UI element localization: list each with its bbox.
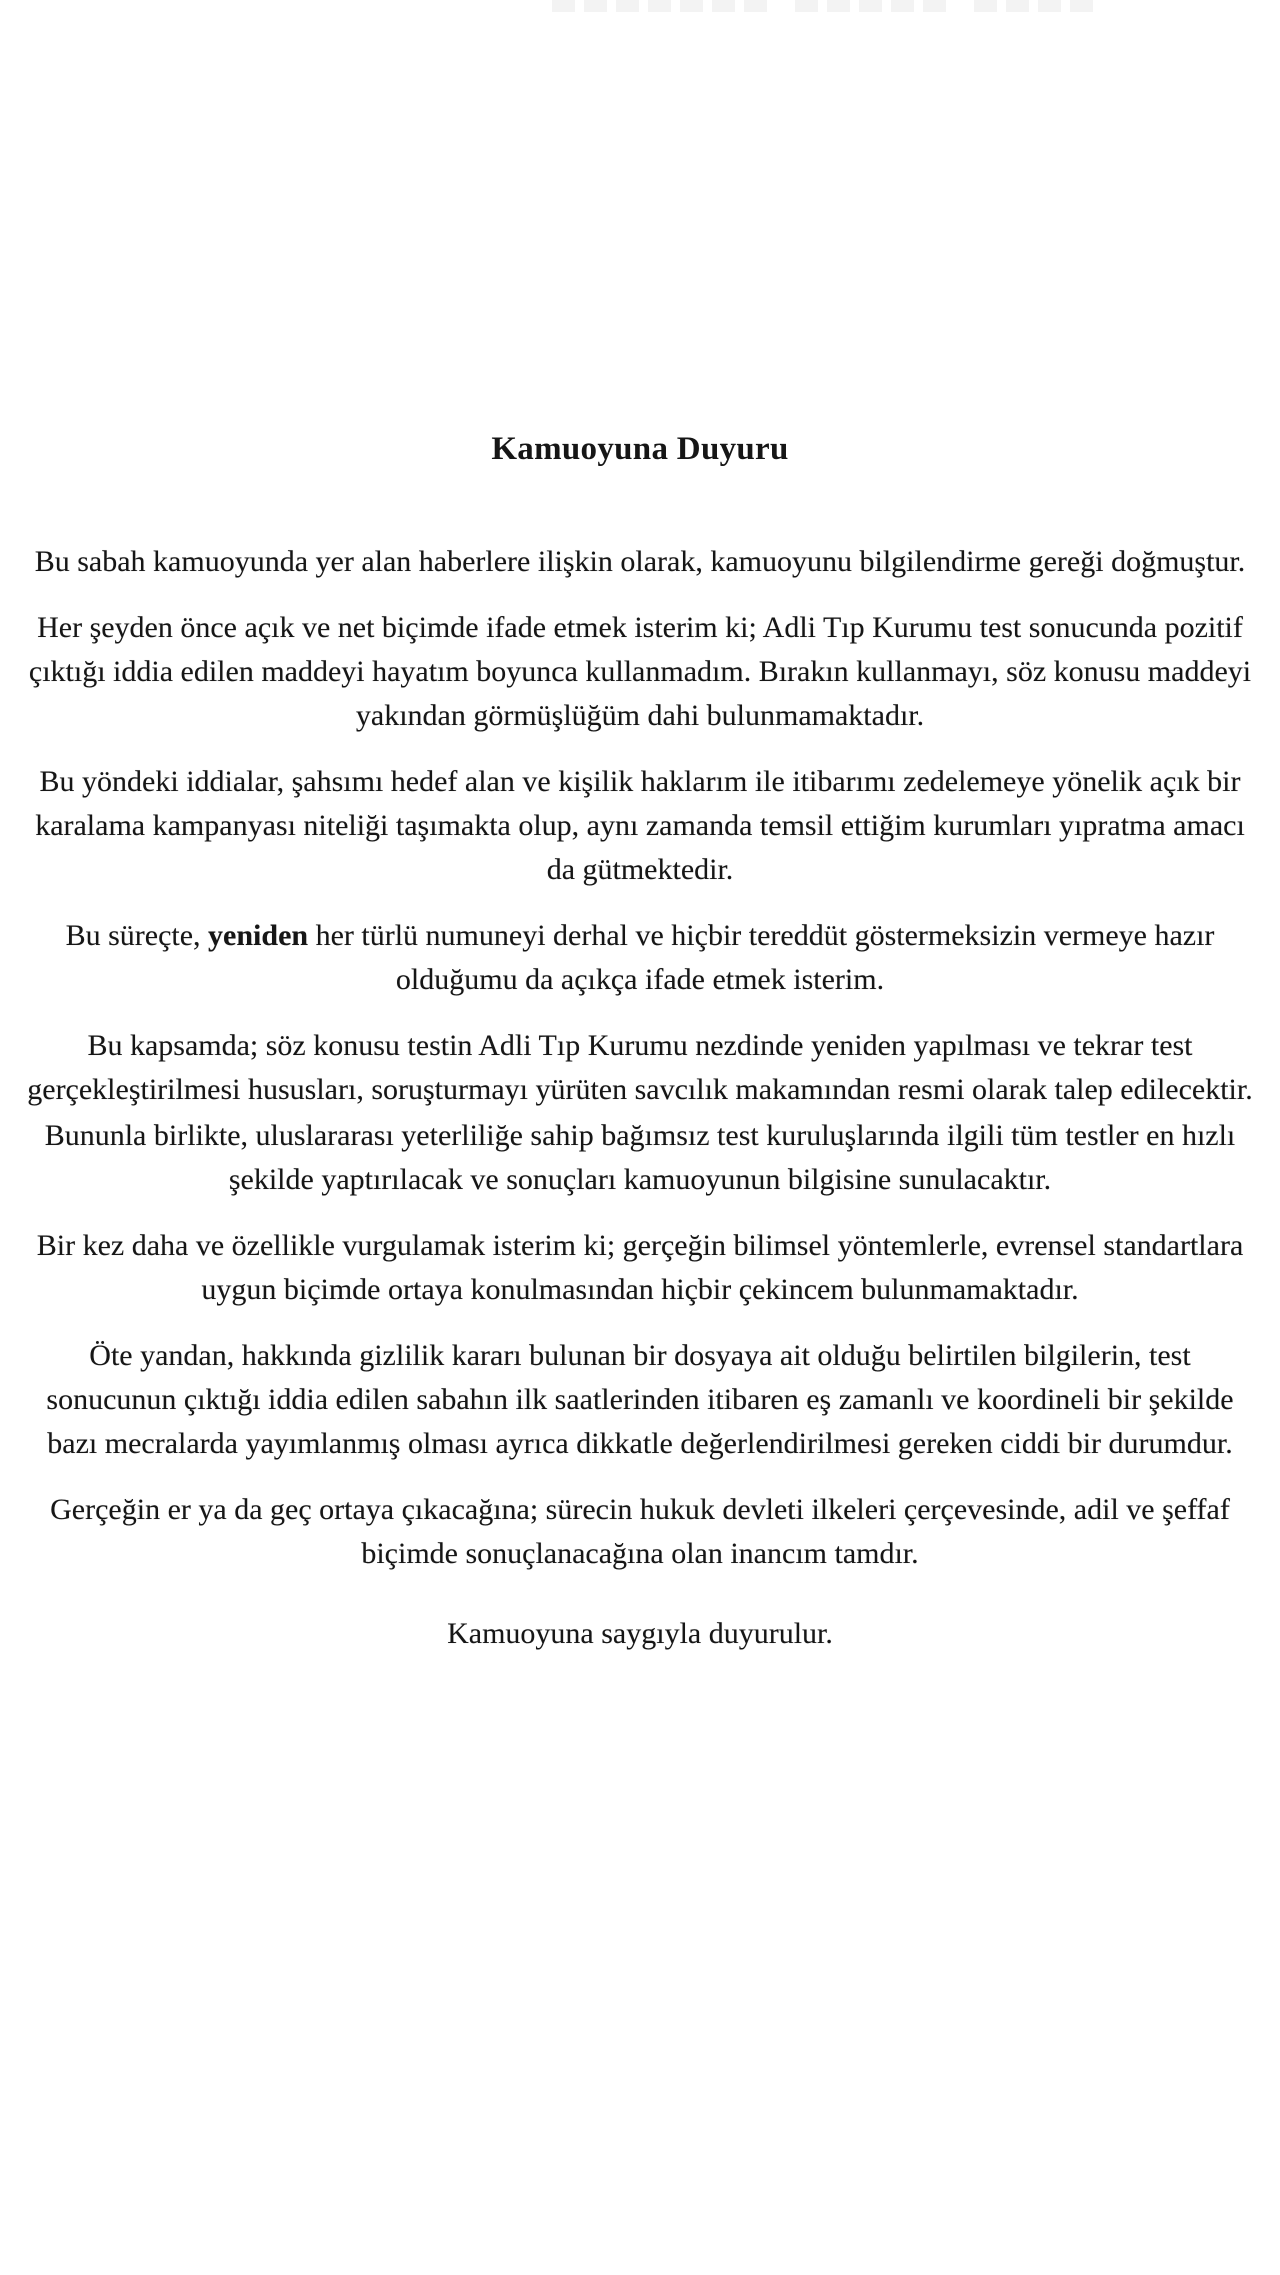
artifact-block — [552, 0, 575, 12]
artifact-block-group — [552, 0, 767, 12]
text-segment: Bu yöndeki iddialar, şahsımı hedef alan ve kişilik haklarım ile itibarımı zedelemeye yönelik açık bir karalama kampanyası niteliği taşımakta olup, aynı zamanda temsil ettiğim kurumları yıpratma amacı da gütmektedir. — [35, 765, 1245, 886]
text-segment: her türlü numuneyi derhal ve hiçbir tereddüt göstermeksizin vermeye hazır olduğumu da açıkça ifade etmek isterim. — [308, 919, 1215, 996]
artifact-block — [795, 0, 818, 12]
paragraph — [22, 1114, 1258, 1202]
paragraph — [22, 606, 1258, 738]
artifact-block — [712, 0, 735, 12]
paragraph — [22, 914, 1258, 1002]
paragraph — [22, 1488, 1258, 1576]
page-title: Kamuoyuna Duyuru — [491, 431, 789, 467]
closing-line: Kamuoyuna saygıyla duyurulur. — [447, 1617, 833, 1650]
text-segment: Bir kez daha ve özellikle vurgulamak isterim ki; gerçeğin bilimsel yöntemlerle, evrensel standartlara uygun biçimde ortaya konulmasından hiçbir çekincem bulunmamaktadır. — [36, 1229, 1244, 1306]
artifact-block — [584, 0, 607, 12]
paragraph — [22, 540, 1258, 584]
paragraph — [22, 1334, 1258, 1466]
artifact-block — [859, 0, 882, 12]
artifact-block — [616, 0, 639, 12]
emphasized-text: yeniden — [208, 919, 309, 952]
text-segment: Öte yandan, hakkında gizlilik kararı bulunan bir dosyaya ait olduğu belirtilen bilgilerin, test sonucunun çıktığı iddia edilen sabahın ilk saatlerinden itibaren eş zamanlı ve koordineli bir şekilde bazı mecralarda yayımlanmış olması ayrıca dikkatle değerlendirilmesi gereken ciddi bir durumdur. — [46, 1339, 1234, 1460]
text-segment: Gerçeğin er ya da geç ortaya çıkacağına; sürecin hukuk devleti ilkeleri çerçevesinde, adil ve şeffaf biçimde sonuçlanacağına olan inancım tamdır. — [50, 1493, 1230, 1570]
artifact-block — [648, 0, 671, 12]
text-segment: Bu kapsamda; söz konusu testin Adli Tıp Kurumu nezdinde yeniden yapılması ve tekrar test gerçekleştirilmesi hususları, soruşturmayı yürüten savcılık makamından resmi olarak talep edilecektir. — [27, 1029, 1253, 1106]
text-segment: Bununla birlikte, uluslararası yeterliliğe sahip bağımsız test kuruluşlarında ilgili tüm testler en hızlı şekilde yaptırılacak ve sonuçları kamuoyunun bilgisine sunulacaktır. — [44, 1119, 1236, 1196]
paragraph — [22, 1224, 1258, 1312]
text-segment: Bu süreçte, — [65, 919, 209, 952]
artifact-block — [891, 0, 914, 12]
cropped-text-artifact — [552, 0, 1093, 12]
artifact-block — [827, 0, 850, 12]
text-segment: Her şeyden önce açık ve net biçimde ifade etmek isterim ki; Adli Tıp Kurumu test sonucunda pozitif çıktığı iddia edilen maddeyi hayatım boyunca kullanmadım. Bırakın kullanmayı, söz konusu maddeyi yakından görmüşlüğüm dahi bulunmamaktadır. — [28, 611, 1252, 732]
artifact-block — [923, 0, 946, 12]
text-segment: Bu sabah kamuoyunda yer alan haberlere ilişkin olarak, kamuoyunu bilgilendirme gereği doğmuştur. — [34, 545, 1246, 578]
artifact-block — [1006, 0, 1029, 12]
artifact-block — [680, 0, 703, 12]
paragraph — [22, 760, 1258, 892]
artifact-block — [1038, 0, 1061, 12]
artifact-block — [1070, 0, 1093, 12]
artifact-block — [974, 0, 997, 12]
artifact-block-group — [795, 0, 946, 12]
artifact-block-group — [974, 0, 1093, 12]
document-body — [0, 540, 1280, 1576]
paragraph — [22, 1024, 1258, 1112]
artifact-block — [744, 0, 767, 12]
